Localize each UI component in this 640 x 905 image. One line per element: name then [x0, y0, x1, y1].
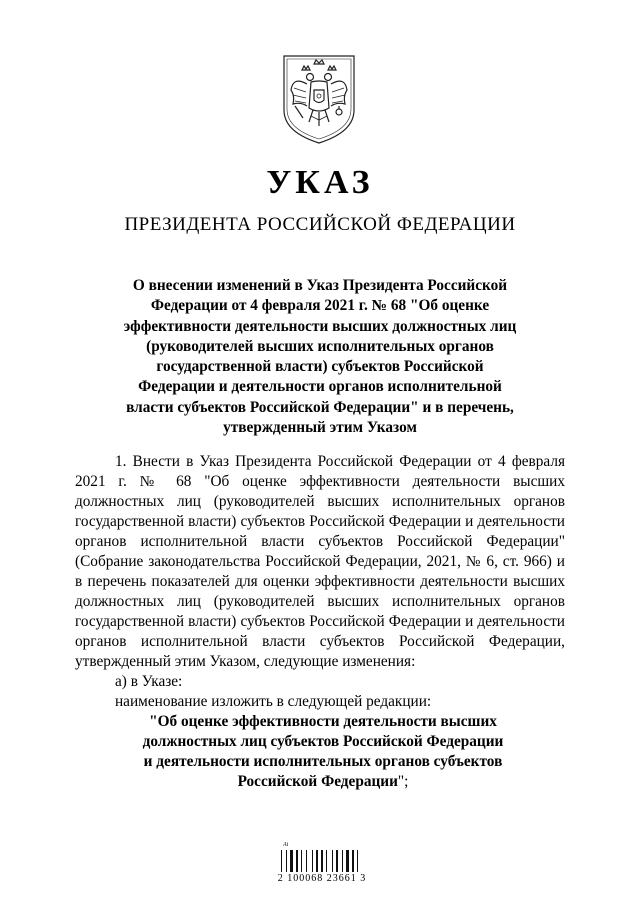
heading-line: Федерации и деятельности органов исполнительной: [138, 378, 502, 396]
barcode-bar: [326, 850, 327, 872]
quote-line: должностных лиц субъектов Российской Федерации: [142, 733, 504, 750]
barcode-bar: [286, 850, 287, 872]
heading-line: Федерации от 4 февраля 2021 г. № 68 "Об оценке: [150, 297, 490, 315]
item-a: а) в Указе:: [115, 673, 183, 690]
heading-line: власти субъектов Российской Федерации" и в перечень,: [126, 398, 514, 416]
coat-of-arms-icon: [281, 50, 357, 145]
barcode-bar: [352, 850, 354, 872]
barcode-bar: [296, 850, 298, 872]
barcode-bar: [301, 850, 302, 872]
document-subtitle: ПРЕЗИДЕНТА РОССИЙСКОЙ ФЕДЕРАЦИИ: [124, 214, 516, 235]
barcode-bar: [357, 850, 358, 872]
item-name-change: наименование изложить в следующей редакции:: [115, 693, 432, 710]
barcode-bar: [290, 850, 293, 872]
quote-line: и деятельности исполнительных органов субъектов: [143, 753, 503, 770]
paragraph-1: 1. Внести в Указ Президента Российской Федерации от 4 февраля 2021 г. № 68 "Об оценке эффективности деятельности высших должностных лиц (руководителей высших исполнительных органов государственной власти) субъектов Российской Федерации и деятельности органов исполнительной власти субъектов Российской Федерации" (Собрание законодательства Российской Федерации, 2021, № 6, ст. 966) и в перечень показателей для оценки эффективности деятельности высших должностных лиц (руководителей высших исполнительных органов государственной власти) субъектов Российской Федерации и деятельности органов исполнительной власти субъектов Российской Федерации, утвержденный этим Указом, следующие изменения:: [75, 453, 565, 670]
svg-text:Ai: Ai: [283, 842, 289, 848]
barcode-bar: [321, 850, 323, 872]
barcode-bar: [316, 850, 318, 872]
heading-line: эффективности деятельности высших должностных лиц: [123, 317, 517, 335]
heading-line: (руководителей высших исполнительных органов: [146, 337, 494, 355]
barcode-bar: [281, 850, 282, 872]
barcode-bar: [332, 850, 333, 872]
quote-line: "Об оценке эффективности деятельности высших: [149, 713, 497, 730]
heading-line: О внесении изменений в Указ Президента Российской: [132, 277, 508, 294]
quote-line-last: [81, 772, 565, 792]
new-title-quote: [75, 712, 565, 792]
barcode-bar: [342, 850, 343, 872]
heading-line: утвержденный этим Указом: [223, 419, 417, 437]
quote-line: Российской Федерации: [237, 773, 398, 790]
decree-body: [75, 452, 565, 792]
barcode-bar: [346, 850, 349, 872]
barcode-bar: [336, 850, 338, 872]
barcode-bar: [306, 850, 307, 872]
barcode-bar: [312, 850, 313, 872]
barcode-number: 2 100068 23661 3: [277, 873, 367, 884]
decree-heading: [100, 276, 540, 438]
quote-end: ";: [397, 773, 409, 790]
heading-line: государственной власти) субъектов Российской: [156, 358, 484, 376]
document-title: УКАЗ: [266, 164, 374, 201]
